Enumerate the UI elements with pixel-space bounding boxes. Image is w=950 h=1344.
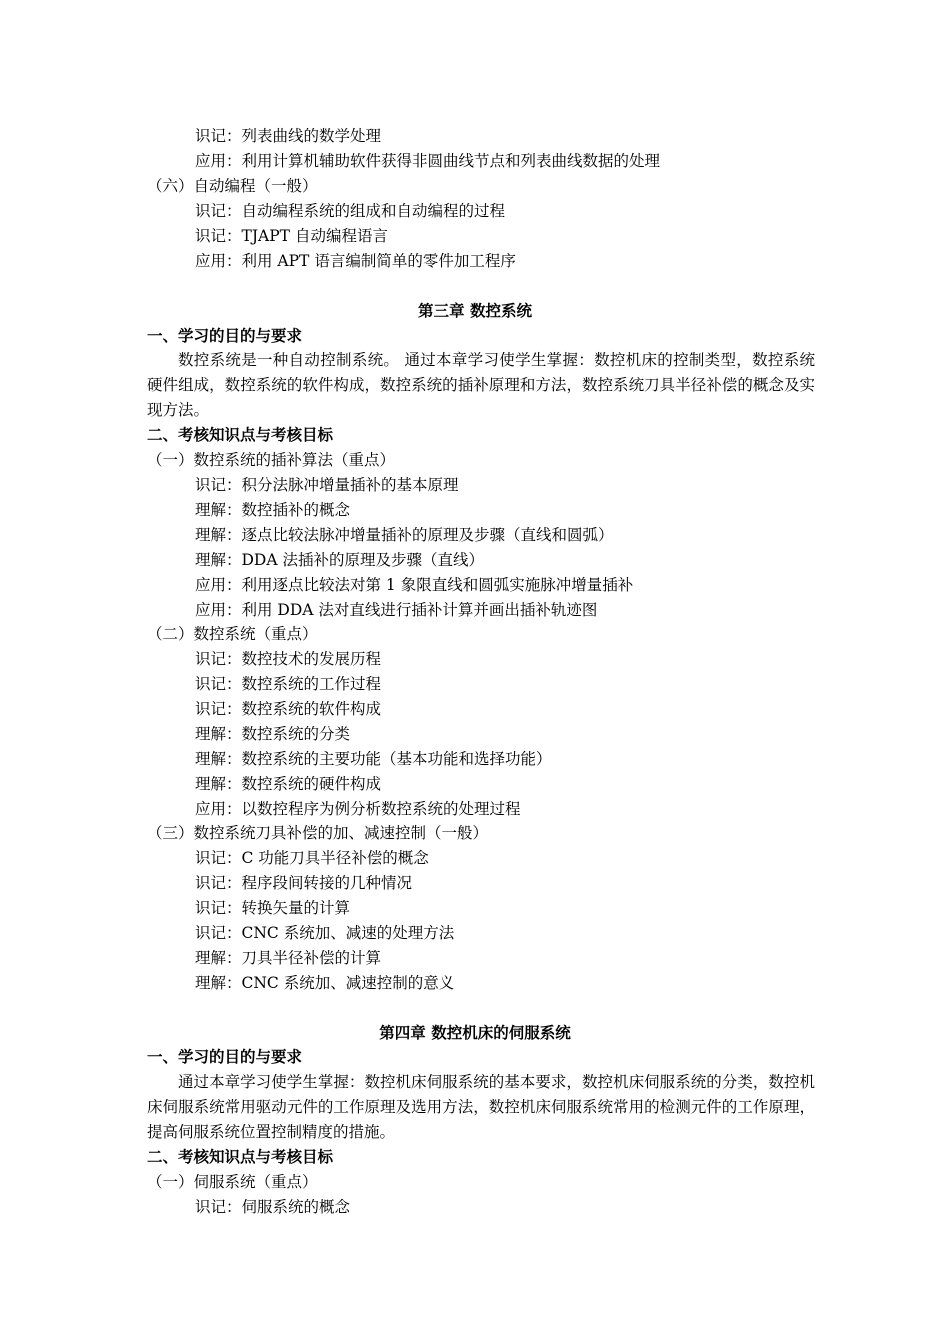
list-item: 应用：利用计算机辅助软件获得非圆曲线节点和列表曲线数据的处理 xyxy=(195,152,661,170)
subsection-heading: （一）数控系统的插补算法（重点） xyxy=(147,451,396,469)
list-item: 理解：数控系统的主要功能（基本功能和选择功能） xyxy=(195,750,552,768)
list-item: 应用：以数控程序为例分析数控系统的处理过程 xyxy=(195,800,521,818)
list-item: 应用：利用 APT 语言编制简单的零件加工程序 xyxy=(195,252,516,270)
section-heading: 一、学习的目的与要求 xyxy=(147,326,303,345)
list-item: 理解：数控插补的概念 xyxy=(195,501,351,519)
list-item: 理解：逐点比较法脉冲增量插补的原理及步骤（直线和圆弧） xyxy=(195,526,614,544)
subsection-heading: （一）伺服系统（重点） xyxy=(147,1173,318,1191)
list-item: 应用：利用逐点比较法对第 1 象限直线和圆弧实施脉冲增量插补 xyxy=(195,576,634,594)
list-item: 识记：TJAPT 自动编程语言 xyxy=(195,227,388,245)
section-heading: 一、学习的目的与要求 xyxy=(147,1047,303,1066)
section-heading: 二、考核知识点与考核目标 xyxy=(147,1147,334,1166)
list-item: 识记：数控系统的工作过程 xyxy=(195,675,382,693)
chapter-title: 第四章 数控机床的伺服系统 xyxy=(379,1023,571,1042)
subsection-heading: （二）数控系统（重点） xyxy=(147,625,318,643)
list-item: 应用：利用 DDA 法对直线进行插补计算并画出插补轨迹图 xyxy=(195,601,598,619)
subsection-heading: （三）数控系统刀具补偿的加、减速控制（一般） xyxy=(147,824,489,842)
list-item: 识记：数控系统的软件构成 xyxy=(195,700,382,718)
section-heading: 二、考核知识点与考核目标 xyxy=(147,425,334,444)
list-item: 识记：转换矢量的计算 xyxy=(195,899,351,917)
subsection-heading: （六）自动编程（一般） xyxy=(147,177,318,195)
list-item: 理解：数控系统的硬件构成 xyxy=(195,775,382,793)
list-item: 理解：DDA 法插补的原理及步骤（直线） xyxy=(195,551,484,569)
list-item: 识记：列表曲线的数学处理 xyxy=(195,127,382,145)
list-item: 理解：CNC 系统加、减速控制的意义 xyxy=(195,974,455,992)
list-item: 识记：自动编程系统的组成和自动编程的过程 xyxy=(195,202,506,220)
paragraph: 通过本章学习使学生掌握：数控机床伺服系统的基本要求，数控机床伺服系统的分类，数控机床伺服系统常用驱动元件的工作原理及选用方法，数控机床伺服系统常用的检测元件的工作原理，提高伺服系统位置控制精度的措施。 xyxy=(147,1073,815,1141)
list-item: 识记：伺服系统的概念 xyxy=(195,1198,351,1216)
list-item: 识记：程序段间转接的几种情况 xyxy=(195,874,413,892)
list-item: 理解：数控系统的分类 xyxy=(195,725,351,743)
list-item: 识记：数控技术的发展历程 xyxy=(195,650,382,668)
list-item: 识记：积分法脉冲增量插补的基本原理 xyxy=(195,476,459,494)
paragraph: 数控系统是一种自动控制系统。 通过本章学习使学生掌握：数控机床的控制类型，数控系统硬件组成，数控系统的软件构成，数控系统的插补原理和方法，数控系统刀具半径补偿的概念及实现方法。 xyxy=(147,351,815,419)
list-item: 理解：刀具半径补偿的计算 xyxy=(195,949,382,967)
list-item: 识记：C 功能刀具半径补偿的概念 xyxy=(195,849,429,867)
chapter-title: 第三章 数控系统 xyxy=(418,301,532,320)
list-item: 识记：CNC 系统加、减速的处理方法 xyxy=(195,924,455,942)
